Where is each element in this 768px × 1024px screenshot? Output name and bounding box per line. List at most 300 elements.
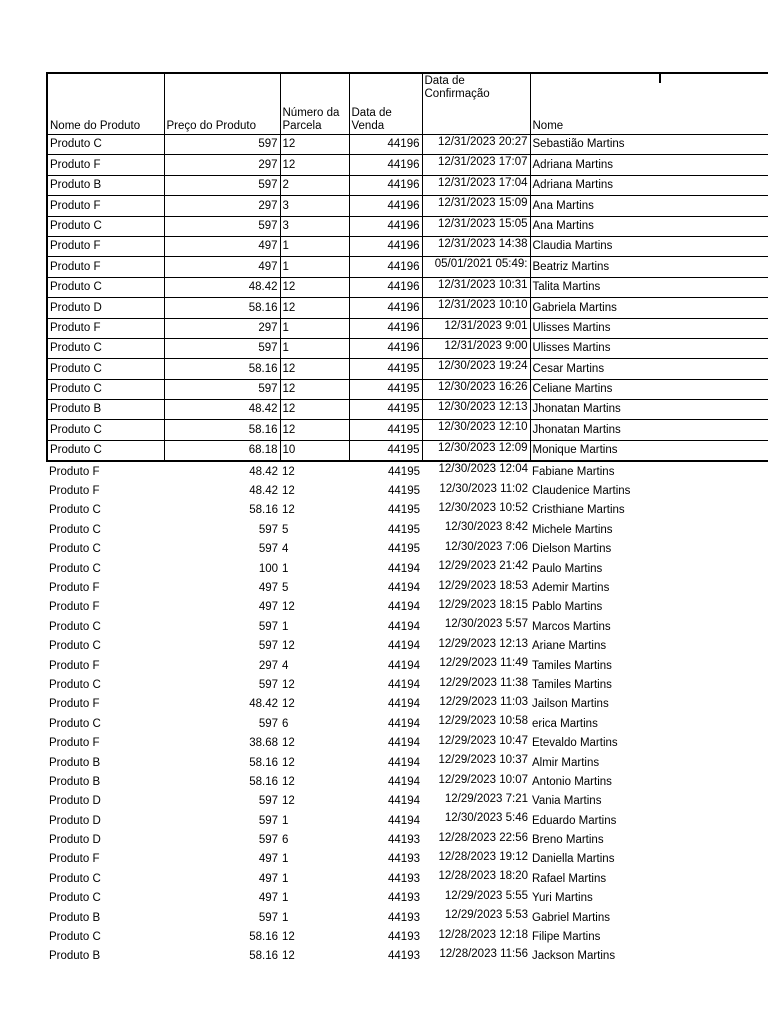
spreadsheet-table bbox=[46, 72, 768, 966]
cell-product-price: 58.16 bbox=[249, 950, 278, 963]
cell-name: Vania Martins bbox=[532, 795, 602, 808]
cell-installment: 12 bbox=[282, 795, 295, 808]
cell-confirmation-date: 12/29/2023 10:37 bbox=[438, 754, 528, 767]
cell-product-name: Produto C bbox=[49, 562, 101, 575]
cell-confirmation-date: 12/28/2023 12:18 bbox=[438, 928, 528, 941]
cell-installment: 6 bbox=[282, 717, 289, 730]
cell-installment: 12 bbox=[282, 950, 295, 963]
cell-product-price: 597 bbox=[164, 175, 280, 195]
table-row bbox=[47, 889, 768, 908]
cell-sale-date: 44194 bbox=[388, 737, 420, 750]
cell-confirmation-date: 12/29/2023 10:07 bbox=[438, 773, 528, 786]
table-row bbox=[47, 216, 768, 236]
table-row bbox=[47, 236, 768, 256]
cell-installment: 12 bbox=[282, 698, 295, 711]
cell-sale-date: 44194 bbox=[388, 640, 420, 653]
table-row bbox=[47, 155, 768, 175]
cell-installment: 12 bbox=[282, 601, 295, 614]
table-row bbox=[47, 379, 768, 399]
cell-installment: 12 bbox=[280, 155, 349, 175]
cell-installment: 12 bbox=[282, 640, 295, 653]
cell-product-price: 58.16 bbox=[249, 931, 278, 944]
cell-product-name: Produto F bbox=[47, 155, 164, 175]
cell-sale-date: 44196 bbox=[349, 216, 422, 236]
cell-installment: 1 bbox=[282, 853, 289, 866]
table-row bbox=[47, 175, 768, 195]
table-row bbox=[47, 482, 768, 501]
cell-product-name: Produto F bbox=[49, 659, 100, 672]
cell-installment: 12 bbox=[280, 277, 349, 297]
cell-confirmation-date: 12/28/2023 22:56 bbox=[438, 831, 528, 844]
cell-sale-date: 44196 bbox=[349, 338, 422, 358]
cell-sale-date: 44196 bbox=[349, 298, 422, 318]
cell-product-price: 597 bbox=[258, 717, 278, 730]
table-row bbox=[47, 298, 768, 318]
cell-sale-date: 44194 bbox=[388, 620, 420, 633]
cell-installment: 12 bbox=[282, 504, 295, 517]
cell-name: Daniella Martins bbox=[532, 853, 615, 866]
cell-name: Cesar Martins bbox=[530, 359, 768, 379]
table-row bbox=[47, 359, 768, 379]
cell-product-price: 597 bbox=[258, 795, 278, 808]
cell-product-price: 597 bbox=[164, 135, 280, 155]
table-row bbox=[47, 257, 768, 277]
table-row bbox=[47, 831, 768, 850]
cell-sale-date: 44196 bbox=[349, 257, 422, 277]
cell-installment: 12 bbox=[282, 678, 295, 691]
cell-product-name: Produto B bbox=[49, 911, 101, 924]
cell-product-price: 597 bbox=[258, 678, 278, 691]
cell-product-price: 597 bbox=[258, 834, 278, 847]
cell-installment: 12 bbox=[280, 379, 349, 399]
cell-installment: 5 bbox=[282, 523, 289, 536]
cell-sale-date: 44194 bbox=[388, 775, 420, 788]
cell-confirmation-date: 12/31/2023 9:00 bbox=[422, 338, 530, 358]
cell-sale-date: 44195 bbox=[349, 379, 422, 399]
table-row bbox=[47, 695, 768, 714]
cell-confirmation-date: 12/29/2023 10:58 bbox=[438, 715, 528, 728]
cell-installment: 2 bbox=[280, 175, 349, 195]
cell-product-price: 597 bbox=[164, 379, 280, 399]
cell-name: Etevaldo Martins bbox=[532, 737, 618, 750]
table-row bbox=[47, 559, 768, 578]
cell-installment: 4 bbox=[282, 659, 289, 672]
cell-name: Claudenice Martins bbox=[532, 485, 631, 498]
cell-installment: 1 bbox=[282, 892, 289, 905]
cell-installment: 1 bbox=[282, 620, 289, 633]
cell-sale-date: 44195 bbox=[349, 359, 422, 379]
cell-product-name: Produto C bbox=[47, 135, 164, 155]
cell-confirmation-date: 12/29/2023 7:21 bbox=[444, 792, 528, 805]
cell-product-name: Produto F bbox=[47, 257, 164, 277]
cell-sale-date: 44196 bbox=[349, 196, 422, 216]
cell-product-name: Produto F bbox=[47, 196, 164, 216]
cell-sale-date: 44196 bbox=[349, 155, 422, 175]
cell-product-price: 48.42 bbox=[164, 277, 280, 297]
cell-product-name: Produto F bbox=[47, 236, 164, 256]
cell-product-price: 497 bbox=[258, 581, 278, 594]
cell-confirmation-date: 12/30/2023 16:26 bbox=[422, 379, 530, 399]
cell-name: Filipe Martins bbox=[532, 931, 601, 944]
cell-confirmation-date: 12/30/2023 5:46 bbox=[444, 812, 528, 825]
cell-product-price: 297 bbox=[164, 196, 280, 216]
cell-confirmation-date: 12/30/2023 19:24 bbox=[422, 359, 530, 379]
cell-sale-date: 44194 bbox=[388, 678, 420, 691]
table-row bbox=[47, 734, 768, 753]
table-row bbox=[47, 598, 768, 617]
cell-sale-date: 44193 bbox=[388, 931, 420, 944]
table-row bbox=[47, 850, 768, 869]
cell-name: erica Martins bbox=[532, 717, 598, 730]
cell-name: Michele Martins bbox=[532, 523, 613, 536]
cell-product-price: 297 bbox=[164, 155, 280, 175]
cell-sale-date: 44195 bbox=[388, 485, 420, 498]
cell-sale-date: 44196 bbox=[349, 318, 422, 338]
cell-installment: 1 bbox=[282, 911, 289, 924]
cell-product-name: Produto F bbox=[49, 601, 100, 614]
table-row bbox=[47, 676, 768, 695]
cell-sale-date: 44194 bbox=[388, 756, 420, 769]
cell-product-name: Produto F bbox=[49, 737, 100, 750]
cell-confirmation-date: 12/29/2023 11:38 bbox=[439, 676, 528, 689]
cell-installment: 12 bbox=[280, 298, 349, 318]
cell-installment: 1 bbox=[280, 257, 349, 277]
cell-product-name: Produto B bbox=[49, 756, 101, 769]
cell-product-name: Produto C bbox=[49, 543, 101, 556]
cell-product-name: Produto F bbox=[49, 465, 100, 478]
cell-product-name: Produto C bbox=[49, 640, 101, 653]
cell-confirmation-date: 12/30/2023 12:09 bbox=[422, 440, 530, 461]
cell-product-name: Produto C bbox=[49, 931, 101, 944]
cell-product-name: Produto C bbox=[47, 440, 164, 461]
cell-product-name: Produto F bbox=[49, 485, 100, 498]
cell-product-price: 597 bbox=[164, 338, 280, 358]
cell-name: Claudia Martins bbox=[530, 236, 768, 256]
cell-name: Talita Martins bbox=[530, 277, 768, 297]
cell-product-price: 597 bbox=[258, 523, 278, 536]
cell-name: Jailson Martins bbox=[532, 698, 609, 711]
cell-installment: 12 bbox=[280, 420, 349, 440]
cell-confirmation-date: 12/29/2023 5:55 bbox=[444, 889, 528, 902]
cell-confirmation-date: 12/29/2023 12:13 bbox=[438, 637, 528, 650]
cell-confirmation-date: 12/31/2023 10:31 bbox=[422, 277, 530, 297]
cell-product-name: Produto C bbox=[49, 892, 101, 905]
cell-confirmation-date: 12/29/2023 18:53 bbox=[438, 579, 528, 592]
header-data-de-venda: Data de Venda bbox=[349, 73, 422, 135]
cell-product-price: 58.16 bbox=[164, 420, 280, 440]
cell-sale-date: 44195 bbox=[349, 420, 422, 440]
cell-installment: 12 bbox=[282, 756, 295, 769]
cell-installment: 1 bbox=[282, 562, 289, 575]
cell-sale-date: 44193 bbox=[388, 872, 420, 885]
cell-product-price: 497 bbox=[258, 872, 278, 885]
cell-product-price: 58.16 bbox=[164, 298, 280, 318]
cell-installment: 12 bbox=[282, 931, 295, 944]
table-row bbox=[47, 773, 768, 792]
cell-installment: 12 bbox=[282, 737, 295, 750]
cell-installment: 5 bbox=[282, 581, 289, 594]
table-row bbox=[47, 656, 768, 675]
cell-product-name: Produto D bbox=[47, 298, 164, 318]
cell-product-price: 38.68 bbox=[249, 737, 278, 750]
cell-sale-date: 44195 bbox=[388, 504, 420, 517]
header-nome-do-produto: Nome do Produto bbox=[47, 73, 164, 135]
cell-confirmation-date: 12/31/2023 17:04 bbox=[422, 175, 530, 195]
cell-confirmation-date: 12/31/2023 14:38 bbox=[422, 236, 530, 256]
cell-product-price: 297 bbox=[164, 318, 280, 338]
cell-product-price: 597 bbox=[164, 216, 280, 236]
cell-product-name: Produto C bbox=[49, 872, 101, 885]
cell-confirmation-date: 05/01/2021 05:49: bbox=[422, 257, 530, 277]
cell-name: Ulisses Martins bbox=[530, 338, 768, 358]
cell-product-name: Produto C bbox=[47, 379, 164, 399]
cell-installment: 3 bbox=[280, 196, 349, 216]
cell-product-name: Produto F bbox=[49, 853, 100, 866]
cell-product-price: 497 bbox=[258, 853, 278, 866]
table-row bbox=[47, 579, 768, 598]
cell-product-name: Produto D bbox=[49, 814, 101, 827]
cell-product-price: 597 bbox=[258, 543, 278, 556]
cell-product-name: Produto C bbox=[49, 678, 101, 691]
cell-sale-date: 44194 bbox=[388, 581, 420, 594]
cell-confirmation-date: 12/29/2023 11:49 bbox=[439, 657, 528, 670]
cell-confirmation-date: 12/31/2023 9:01 bbox=[422, 318, 530, 338]
cell-product-name: Produto D bbox=[49, 795, 101, 808]
cell-sale-date: 44194 bbox=[388, 659, 420, 672]
cell-name: Marcos Martins bbox=[532, 620, 611, 633]
cell-confirmation-date: 12/31/2023 15:05 bbox=[422, 216, 530, 236]
cell-product-name: Produto C bbox=[47, 420, 164, 440]
table-row bbox=[47, 947, 768, 966]
table-row bbox=[47, 196, 768, 216]
table-row bbox=[47, 420, 768, 440]
table-row bbox=[47, 440, 768, 461]
cell-name: Adriana Martins bbox=[530, 175, 768, 195]
cell-name: Monique Martins bbox=[530, 440, 768, 461]
cell-product-price: 58.16 bbox=[249, 504, 278, 517]
cell-product-price: 597 bbox=[258, 814, 278, 827]
cell-installment: 12 bbox=[282, 485, 295, 498]
cell-name: Antonio Martins bbox=[532, 775, 612, 788]
cell-name: Fabiane Martins bbox=[532, 465, 615, 478]
cell-name: Sebastião Martins bbox=[530, 135, 768, 155]
cell-name: Rafael Martins bbox=[532, 872, 607, 885]
cell-confirmation-date: 12/29/2023 10:47 bbox=[438, 734, 528, 747]
cell-name: Gabriela Martins bbox=[530, 298, 768, 318]
cell-product-name: Produto B bbox=[47, 175, 164, 195]
cell-installment: 12 bbox=[282, 465, 295, 478]
cell-name: Jhonatan Martins bbox=[530, 400, 768, 420]
cell-sale-date: 44195 bbox=[349, 440, 422, 461]
cell-confirmation-date: 12/29/2023 21:42 bbox=[438, 560, 528, 573]
cell-confirmation-date: 12/29/2023 18:15 bbox=[438, 598, 528, 611]
cell-product-name: Produto C bbox=[47, 338, 164, 358]
cell-product-name: Produto F bbox=[49, 581, 100, 594]
cell-name: Ariane Martins bbox=[532, 640, 607, 653]
cell-product-name: Produto C bbox=[49, 523, 101, 536]
cell-installment: 12 bbox=[280, 135, 349, 155]
header-data-de-confirmacao: Data de Confirmação bbox=[422, 73, 530, 135]
cell-installment: 1 bbox=[280, 236, 349, 256]
cell-name: Yuri Martins bbox=[532, 892, 593, 905]
cell-product-name: Produto C bbox=[47, 216, 164, 236]
cell-installment: 1 bbox=[282, 814, 289, 827]
table-row bbox=[47, 637, 768, 656]
cell-installment: 6 bbox=[282, 834, 289, 847]
cell-product-price: 597 bbox=[258, 911, 278, 924]
cell-product-price: 58.16 bbox=[249, 775, 278, 788]
cell-installment: 3 bbox=[280, 216, 349, 236]
cell-installment: 1 bbox=[282, 872, 289, 885]
cell-sale-date: 44195 bbox=[388, 543, 420, 556]
cell-confirmation-date: 12/30/2023 7:06 bbox=[444, 540, 528, 553]
table-row bbox=[47, 792, 768, 811]
table-row bbox=[47, 277, 768, 297]
cell-sale-date: 44195 bbox=[388, 523, 420, 536]
cell-sale-date: 44195 bbox=[349, 400, 422, 420]
cell-name: Adriana Martins bbox=[530, 155, 768, 175]
cell-product-price: 497 bbox=[258, 601, 278, 614]
cell-name: Ana Martins bbox=[530, 216, 768, 236]
cell-sale-date: 44196 bbox=[349, 175, 422, 195]
cell-confirmation-date: 12/31/2023 15:09 bbox=[422, 196, 530, 216]
cell-name: Cristhiane Martins bbox=[532, 504, 625, 517]
table-row bbox=[47, 520, 768, 539]
cell-name: Ulisses Martins bbox=[530, 318, 768, 338]
cell-name: Ademir Martins bbox=[532, 581, 610, 594]
header-numero-da-parcela: Número da Parcela bbox=[280, 73, 349, 135]
cell-name: Pablo Martins bbox=[532, 601, 603, 614]
cell-product-price: 58.16 bbox=[249, 756, 278, 769]
cell-sale-date: 44195 bbox=[388, 465, 420, 478]
cell-product-price: 68.18 bbox=[164, 440, 280, 461]
cell-product-name: Produto C bbox=[47, 359, 164, 379]
cell-product-name: Produto C bbox=[49, 504, 101, 517]
table-row bbox=[47, 338, 768, 358]
cell-installment: 10 bbox=[280, 440, 349, 461]
cell-installment: 1 bbox=[280, 318, 349, 338]
cell-sale-date: 44196 bbox=[349, 277, 422, 297]
cell-product-name: Produto D bbox=[49, 834, 101, 847]
cell-confirmation-date: 12/30/2023 5:57 bbox=[444, 618, 528, 631]
cell-sale-date: 44193 bbox=[388, 911, 420, 924]
cell-product-name: Produto F bbox=[49, 698, 100, 711]
cell-product-name: Produto B bbox=[49, 775, 101, 788]
cell-product-price: 48.42 bbox=[164, 400, 280, 420]
cell-product-price: 48.42 bbox=[249, 698, 278, 711]
table-row bbox=[47, 928, 768, 947]
cell-confirmation-date: 12/28/2023 18:20 bbox=[438, 870, 528, 883]
cell-name: Paulo Martins bbox=[532, 562, 603, 575]
header-nome: Nome bbox=[530, 73, 768, 135]
cell-sale-date: 44193 bbox=[388, 834, 420, 847]
table-row bbox=[47, 501, 768, 520]
cell-product-price: 297 bbox=[258, 659, 278, 672]
cell-installment: 12 bbox=[280, 400, 349, 420]
cell-confirmation-date: 12/29/2023 5:53 bbox=[444, 909, 528, 922]
cell-product-name: Produto C bbox=[47, 277, 164, 297]
cell-product-price: 58.16 bbox=[164, 359, 280, 379]
table-row bbox=[47, 461, 768, 481]
cell-product-name: Produto C bbox=[49, 620, 101, 633]
cell-sale-date: 44196 bbox=[349, 135, 422, 155]
table-row bbox=[47, 811, 768, 830]
cell-installment: 1 bbox=[280, 338, 349, 358]
cell-confirmation-date: 12/31/2023 20:27 bbox=[422, 135, 530, 155]
table-row bbox=[47, 617, 768, 636]
cell-product-name: Produto B bbox=[49, 950, 101, 963]
cell-sale-date: 44194 bbox=[388, 795, 420, 808]
table-body bbox=[47, 135, 768, 967]
cell-name: Celiane Martins bbox=[530, 379, 768, 399]
cell-name: Dielson Martins bbox=[532, 543, 612, 556]
cell-installment: 12 bbox=[282, 775, 295, 788]
cell-product-price: 497 bbox=[258, 892, 278, 905]
cell-installment: 12 bbox=[280, 359, 349, 379]
cell-sale-date: 44193 bbox=[388, 892, 420, 905]
cell-name: Jackson Martins bbox=[532, 950, 616, 963]
cell-sale-date: 44194 bbox=[388, 717, 420, 730]
cell-product-price: 497 bbox=[164, 257, 280, 277]
cell-confirmation-date: 12/31/2023 10:10 bbox=[422, 298, 530, 318]
cell-confirmation-date: 12/28/2023 11:56 bbox=[439, 948, 528, 961]
cell-confirmation-date: 12/30/2023 12:04 bbox=[438, 463, 528, 476]
cell-confirmation-date: 12/30/2023 11:02 bbox=[439, 482, 528, 495]
table-row bbox=[47, 135, 768, 155]
cell-product-price: 100 bbox=[258, 562, 278, 575]
cell-sale-date: 44193 bbox=[388, 853, 420, 866]
cell-name: Jhonatan Martins bbox=[530, 420, 768, 440]
table-row bbox=[47, 908, 768, 927]
cell-name: Gabriel Martins bbox=[532, 911, 610, 924]
table-row bbox=[47, 714, 768, 733]
cell-name: Tamiles Martins bbox=[532, 659, 612, 672]
cell-name: Tamiles Martins bbox=[532, 678, 612, 691]
data-table bbox=[46, 72, 768, 966]
cell-name: Eduardo Martins bbox=[532, 814, 617, 827]
table-row bbox=[47, 540, 768, 559]
cell-name: Breno Martins bbox=[532, 834, 604, 847]
cell-sale-date: 44196 bbox=[349, 236, 422, 256]
cell-product-price: 497 bbox=[164, 236, 280, 256]
cell-sale-date: 44194 bbox=[388, 601, 420, 614]
cell-sale-date: 44194 bbox=[388, 562, 420, 575]
cell-product-price: 48.42 bbox=[249, 485, 278, 498]
cell-confirmation-date: 12/28/2023 19:12 bbox=[438, 851, 528, 864]
cell-name: Beatriz Martins bbox=[530, 257, 768, 277]
cell-product-name: Produto C bbox=[49, 717, 101, 730]
cell-name: Almir Martins bbox=[532, 756, 600, 769]
table-row bbox=[47, 753, 768, 772]
column-edge-marker bbox=[659, 74, 661, 83]
cell-installment: 4 bbox=[282, 543, 289, 556]
cell-sale-date: 44193 bbox=[388, 950, 420, 963]
cell-sale-date: 44194 bbox=[388, 698, 420, 711]
cell-sale-date: 44194 bbox=[388, 814, 420, 827]
table-row bbox=[47, 869, 768, 888]
table-row bbox=[47, 318, 768, 338]
cell-confirmation-date: 12/30/2023 12:13 bbox=[422, 400, 530, 420]
cell-name: Ana Martins bbox=[530, 196, 768, 216]
cell-product-price: 597 bbox=[258, 620, 278, 633]
cell-confirmation-date: 12/29/2023 11:03 bbox=[439, 695, 528, 708]
table-row bbox=[47, 400, 768, 420]
cell-product-name: Produto B bbox=[47, 400, 164, 420]
cell-confirmation-date: 12/30/2023 12:10 bbox=[422, 420, 530, 440]
cell-confirmation-date: 12/31/2023 17:07 bbox=[422, 155, 530, 175]
cell-product-name: Produto F bbox=[47, 318, 164, 338]
cell-confirmation-date: 12/30/2023 8:42 bbox=[444, 521, 528, 534]
